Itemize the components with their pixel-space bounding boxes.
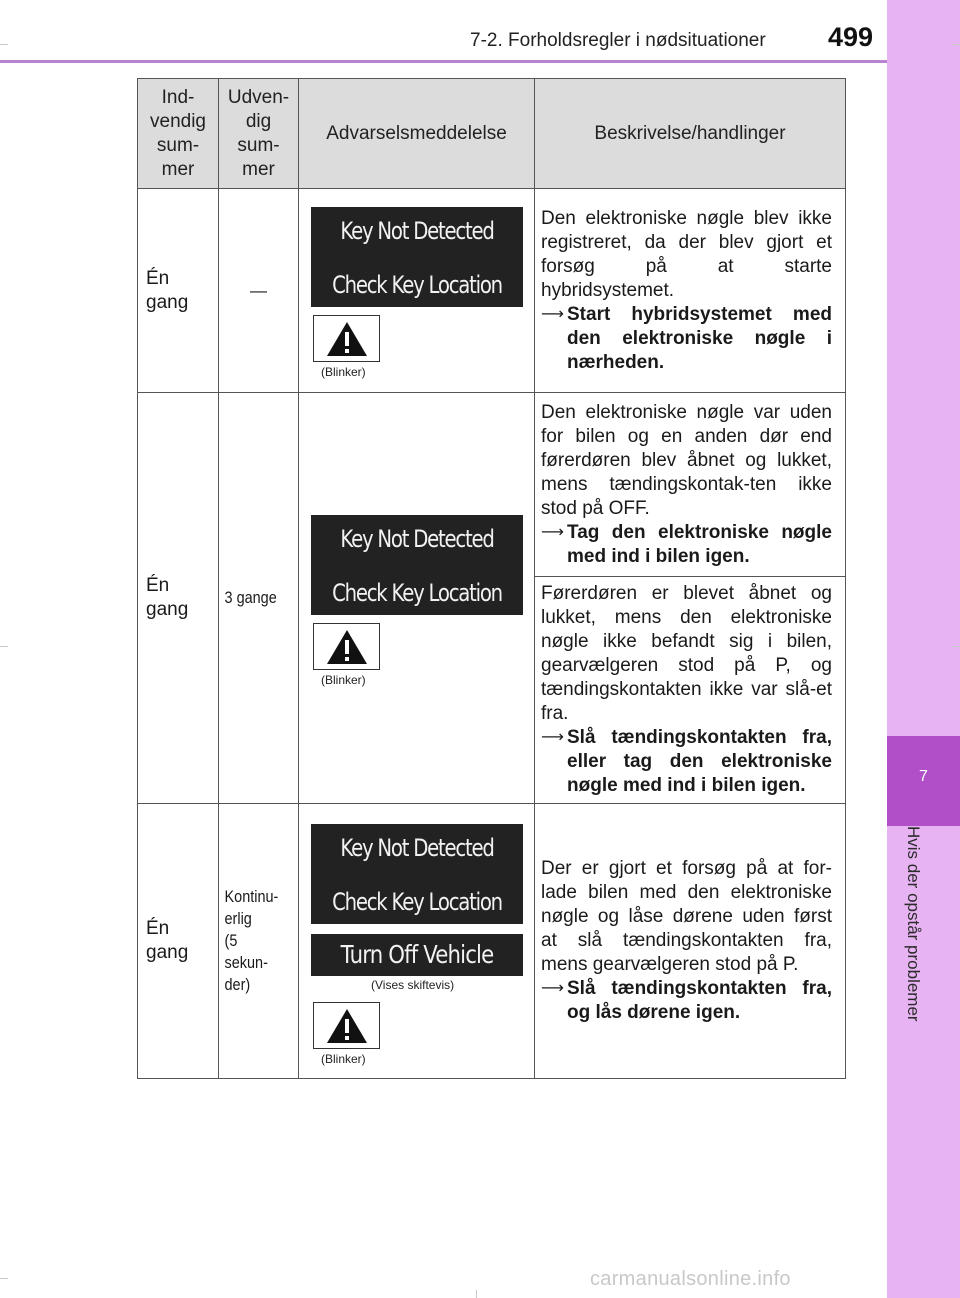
arrow-right-icon: ⟶ [541,305,564,323]
blink-caption: (Blinker) [321,673,366,687]
description-cell [535,393,846,577]
outdoor-buzzer-cell: Kontinu- erlig (5 sekun- der) [219,804,287,1079]
arrow-right-icon: ⟶ [541,523,564,541]
chapter-title: Hvis der opstår problemer [904,826,923,1022]
warning-message-cell [299,804,535,1079]
table-row [138,804,846,1079]
multi-info-display: Key Not Detected Check Key Location [311,824,523,924]
warning-message-cell [299,393,535,804]
action-instruction: ⟶ Slå tændingskontakten fra, eller tag den elektroniske nøgle med ind i bilen igen. [541,727,832,796]
action-instruction: ⟶ Tag den elektroniske nøgle med ind i bilen igen. [541,521,832,567]
description-cell [535,577,846,804]
alternate-caption: (Vises skiftevis) [371,978,455,992]
header-rule [0,60,888,63]
header-outdoor-buzzer: Udven- dig sum- mer [219,79,299,189]
blink-caption: (Blinker) [321,365,366,379]
crop-mark [952,646,960,647]
table-row [138,189,846,393]
watermark: carmanualsonline.info [590,1268,791,1290]
description-cell [535,189,846,393]
outdoor-buzzer-cell: 3 gange [219,393,287,804]
warning-message-cell [299,189,535,393]
header-warning-message: Advarselsmeddelelse [299,79,535,189]
indoor-buzzer-cell: Én gang [138,393,219,804]
chapter-number: 7 [919,768,928,785]
header-description: Beskrivelse/handlinger [535,79,846,189]
crop-mark [0,646,8,647]
indoor-buzzer-cell: Én gang [138,804,219,1079]
description-cell [535,804,846,1079]
description-text: Førerdøren er blevet åbnet og lukket, mens den elektroniske nøgle ikke befandt sig i bilen, gearvælgeren stod på P, og tændingskontakten ikke var slå-et fra. [541,583,832,724]
blink-caption: (Blinker) [321,1052,366,1066]
warning-triangle-icon [325,1007,369,1045]
crop-mark [476,1290,477,1298]
arrow-right-icon: ⟶ [541,980,564,997]
indoor-buzzer-cell: Én gang [138,189,219,393]
page-number: 499 [828,22,874,52]
crop-mark [952,44,960,45]
multi-info-display-alt: Turn Off Vehicle [311,934,523,976]
table-header-row [138,79,846,189]
chapter-side-strip [887,0,960,1298]
warning-triangle-icon [325,628,369,666]
table-row [138,393,846,577]
multi-info-display: Key Not Detected Check Key Location [311,515,523,615]
master-warning-light [313,315,380,362]
master-warning-light [313,1002,380,1049]
crop-mark [0,44,8,45]
outdoor-buzzer-cell: — [219,189,299,393]
description-text: Der er gjort et forsøg på at for-lade bilen med den elektroniske nøgle og låse dørene uden først at slå tændingskontakten fra, mens gearvælgeren stod på P. [541,858,832,975]
warning-table [137,78,846,1079]
header-indoor-buzzer: Ind- vendig sum- mer [138,79,219,189]
warning-triangle-icon [325,320,369,358]
arrow-right-icon: ⟶ [541,729,564,746]
master-warning-light [313,623,380,670]
description-text: Den elektroniske nøgle blev ikke registreret, da der blev gjort et forsøg på at starte hybridsystemet. [541,207,832,301]
crop-mark [0,1278,8,1279]
action-instruction: ⟶ Slå tændingskontakten fra, og lås dørene igen. [541,978,832,1023]
action-instruction: ⟶ Start hybridsystemet med den elektroniske nøgle i nærheden. [541,303,832,373]
section-title: 7-2. Forholdsregler i nødsituationer [470,30,766,51]
description-text: Den elektroniske nøgle var uden for bilen og en anden dør end førerdøren blev åbnet og lukket, mens tændingskontak-ten ikke stod på OFF. [541,401,832,519]
multi-info-display: Key Not Detected Check Key Location [311,207,523,307]
